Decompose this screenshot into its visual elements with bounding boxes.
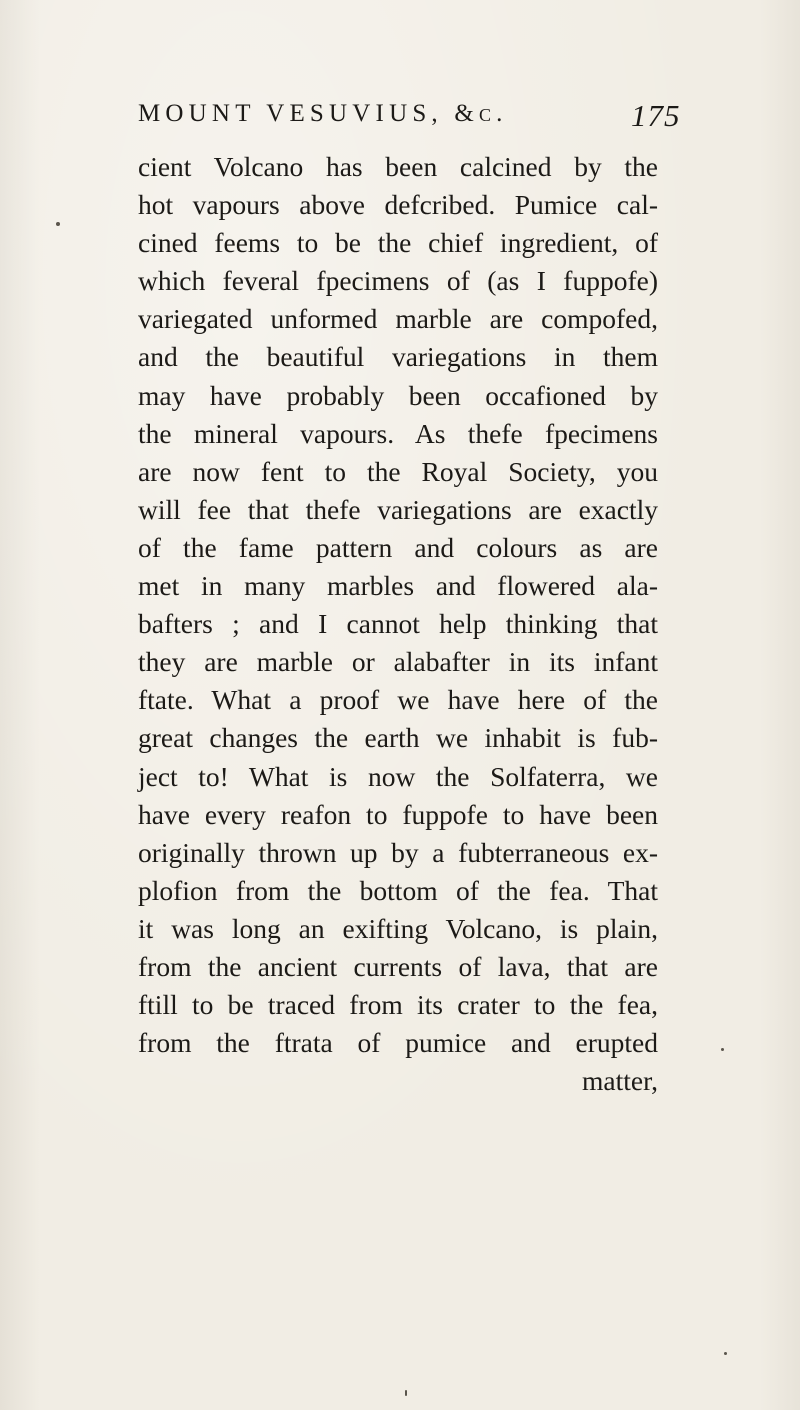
- text-line: originally thrown up by a fubterraneous ex-: [138, 836, 658, 868]
- text-line: will fee that thefe variegations are exactly: [138, 493, 658, 525]
- text-line: and the beautiful variegations in them: [138, 341, 658, 373]
- paper-speck: [721, 1048, 724, 1051]
- text-line: the mineral vapours. As thefe fpecimens: [138, 417, 658, 449]
- text-line: bafters ; and I cannot help thinking that: [138, 608, 658, 640]
- text-line: they are marble or alabafter in its infant: [138, 646, 658, 678]
- catchword-line: matter,: [581, 1065, 658, 1097]
- text-line: ject to! What is now the Solfaterra, we: [138, 760, 658, 792]
- page-number: 175: [631, 98, 681, 133]
- text-line: ftate. What a proof we have here of the: [138, 684, 658, 716]
- text-line: may have probably been occafioned by: [138, 379, 658, 411]
- text-line: have every reafon to fuppofe to have been: [138, 798, 658, 830]
- text-line: variegated unformed marble are compofed,: [138, 303, 658, 335]
- text-line: met in many marbles and flowered ala-: [138, 570, 658, 602]
- paper-speck: [724, 1352, 727, 1355]
- text-line: it was long an exifting Volcano, is plain,: [138, 912, 658, 944]
- text-line: from the ancient currents of lava, that are: [138, 950, 658, 982]
- paper-speck: [56, 222, 60, 226]
- text-line: cient Volcano has been calcined by the: [138, 151, 658, 182]
- text-line: cined feems to be the chief ingredient, of: [138, 227, 658, 259]
- text-line: from the ftrata of pumice and erupted: [138, 1027, 658, 1059]
- text-line: which feveral fpecimens of (as I fuppofe): [138, 265, 658, 297]
- running-title: MOUNT VESUVIUS, &c.: [138, 100, 508, 127]
- text-line: hot vapours above defcribed. Pumice cal-: [138, 189, 658, 221]
- paper-speck: [405, 1390, 407, 1396]
- body-text: [138, 148, 658, 1100]
- text-line: ftill to be traced from its crater to the fea,: [138, 989, 658, 1021]
- text-line: great changes the earth we inhabit is fub-: [138, 722, 658, 754]
- running-head: [138, 96, 681, 146]
- text-line: are now fent to the Royal Society, you: [138, 455, 658, 487]
- text-line: of the fame pattern and colours as are: [138, 531, 658, 563]
- text-line: plofion from the bottom of the fea. That: [138, 874, 658, 906]
